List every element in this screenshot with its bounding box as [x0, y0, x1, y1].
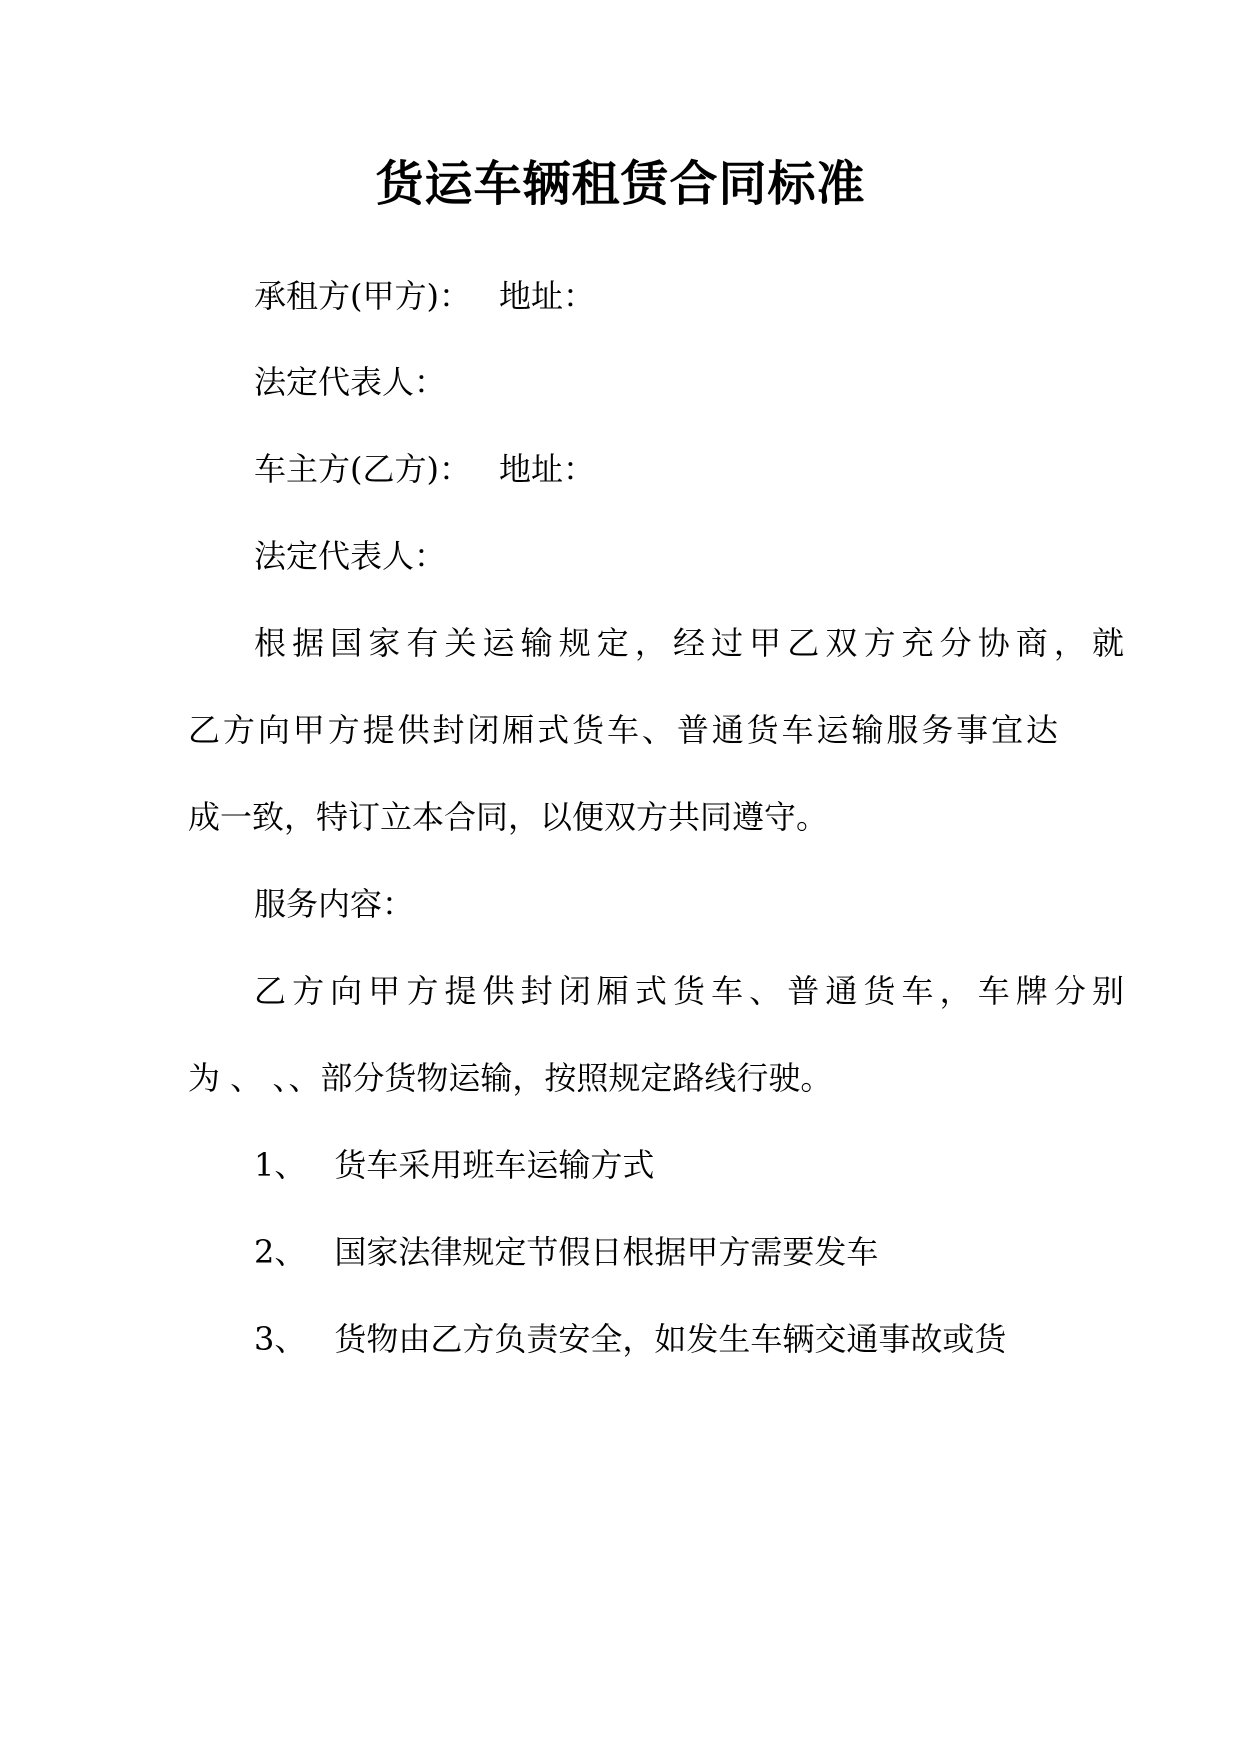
- list-item-number: 1、: [254, 1146, 307, 1184]
- list-item-text: 货车采用班车运输方式: [334, 1146, 655, 1184]
- document-title: 货运车辆租赁合同标准: [375, 156, 866, 212]
- party-b-address-label: 地址：: [498, 450, 595, 488]
- list-item-text: 货物由乙方负责安全，如发生车辆交通事故或货: [334, 1320, 1007, 1358]
- party-a-label: 承租方(甲方)：: [254, 277, 471, 315]
- list-item-2: [188, 1232, 1124, 1272]
- service-heading: 服务内容：: [254, 885, 415, 923]
- list-item-3: [188, 1319, 1124, 1359]
- party-a-line: [188, 276, 1124, 316]
- list-item-number: 2、: [254, 1233, 307, 1271]
- service-text-line-2: 为 、 、、部分货物运输，按照规定路线行驶。: [188, 1059, 833, 1097]
- party-b-label: 车主方(乙方)：: [254, 450, 471, 488]
- list-item-1: [188, 1145, 1124, 1185]
- party-a-representative: 法定代表人：: [254, 363, 447, 401]
- party-a-address-label: 地址：: [498, 277, 595, 315]
- preamble-line-3: 成一致，特订立本合同，以便双方共同遵守。: [188, 798, 829, 836]
- preamble-line-2: 乙方向甲方提供封闭厢式货车、普通货车运输服务事宜达: [188, 711, 1058, 749]
- party-b-line: [188, 449, 1124, 489]
- service-text-line-1: 乙方向甲方提供封闭厢式货车、普通货车，车牌分别: [254, 972, 1124, 1010]
- list-item-number: 3、: [254, 1320, 307, 1358]
- preamble-line-1: 根据国家有关运输规定，经过甲乙双方充分协商，就: [254, 624, 1124, 662]
- party-b-representative: 法定代表人：: [254, 537, 447, 575]
- list-item-text: 国家法律规定节假日根据甲方需要发车: [334, 1233, 879, 1271]
